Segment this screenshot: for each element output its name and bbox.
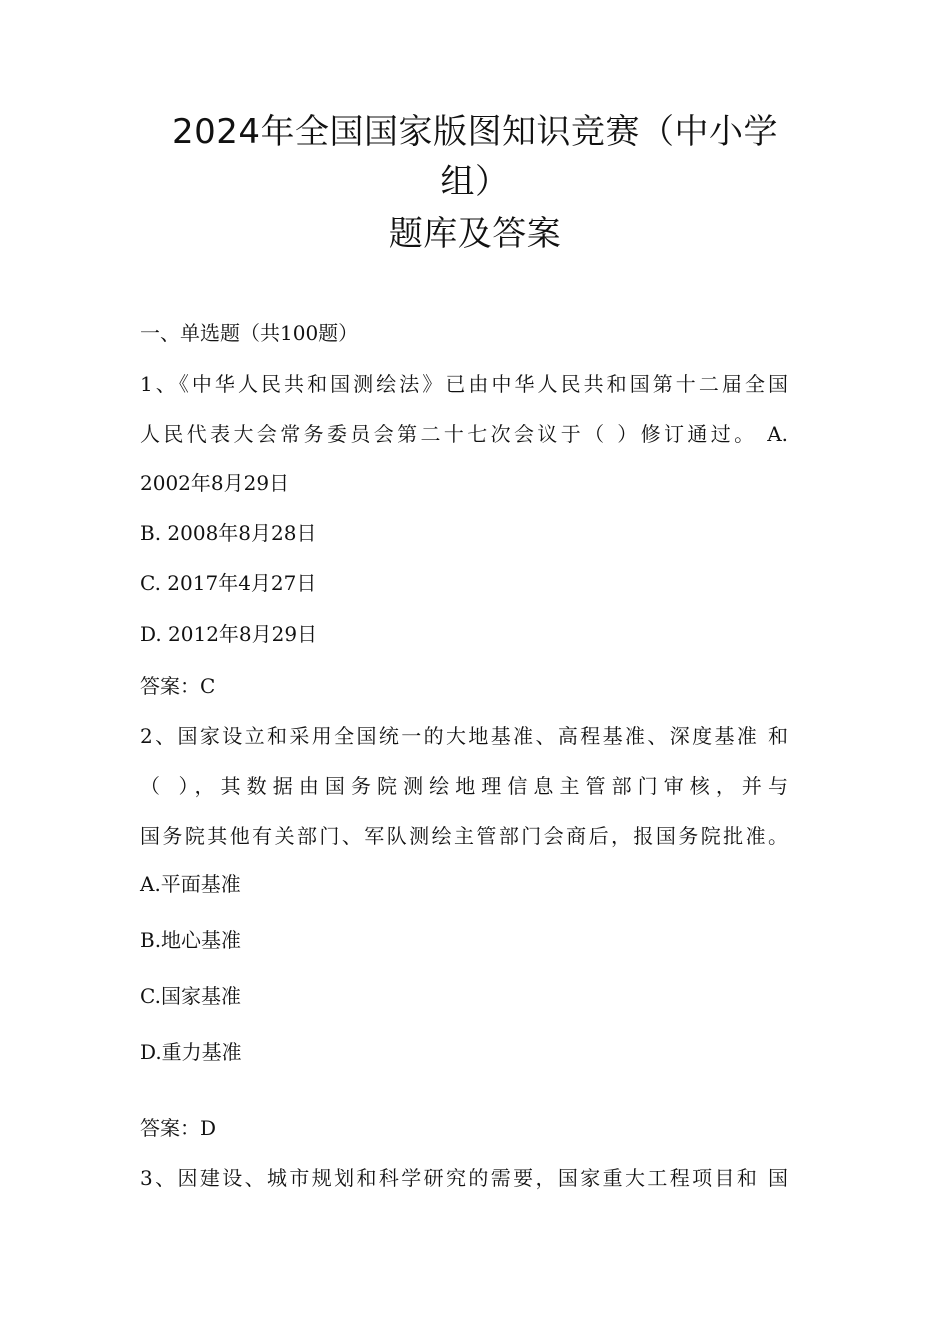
question-1-text-line-1: 1、《中华人民共和国测绘法》已由中华人民共和国第十二届全国: [140, 372, 788, 396]
question-2-text-line-1: 2、国家设立和采用全国统一的大地基准、高程基准、深度基准 和: [140, 724, 788, 748]
question-2-text-line-3: 国务院其他有关部门、军队测绘主管部门会商后，报国务院批准。: [140, 824, 788, 848]
document-title-line-1: 2024年全国国家版图知识竞赛（中小学: [171, 112, 779, 152]
section-heading: 一、单选题（共100题）: [140, 321, 359, 345]
question-2-answer: 答案：D: [140, 1116, 217, 1140]
question-3-text-line-1: 3、因建设、城市规划和科学研究的需要，国家重大工程项目和 国: [140, 1166, 788, 1190]
question-1-option-b: B. 2008年8月28日: [140, 521, 317, 545]
question-2-option-a: A.平面基准: [140, 872, 241, 896]
document-title-line-2: 组）: [440, 162, 510, 202]
question-1-option-a: 2002年8月29日: [140, 471, 290, 495]
question-1-option-d: D. 2012年8月29日: [140, 622, 318, 646]
question-2-text-line-2: （ ），其数据由国务院测绘地理信息主管部门审核，并与: [140, 774, 788, 798]
question-2-option-d: D.重力基准: [140, 1040, 242, 1064]
question-1-text-line-2: 人民代表大会常务委员会第二十七次会议于（ ）修订通过。 A.: [140, 422, 788, 446]
question-2-option-c: C.国家基准: [140, 984, 241, 1008]
question-1-answer: 答案：C: [140, 674, 216, 698]
question-2-option-b: B.地心基准: [140, 928, 242, 952]
document-subtitle: 题库及答案: [388, 214, 562, 254]
question-1-option-c: C. 2017年4月27日: [140, 571, 317, 595]
